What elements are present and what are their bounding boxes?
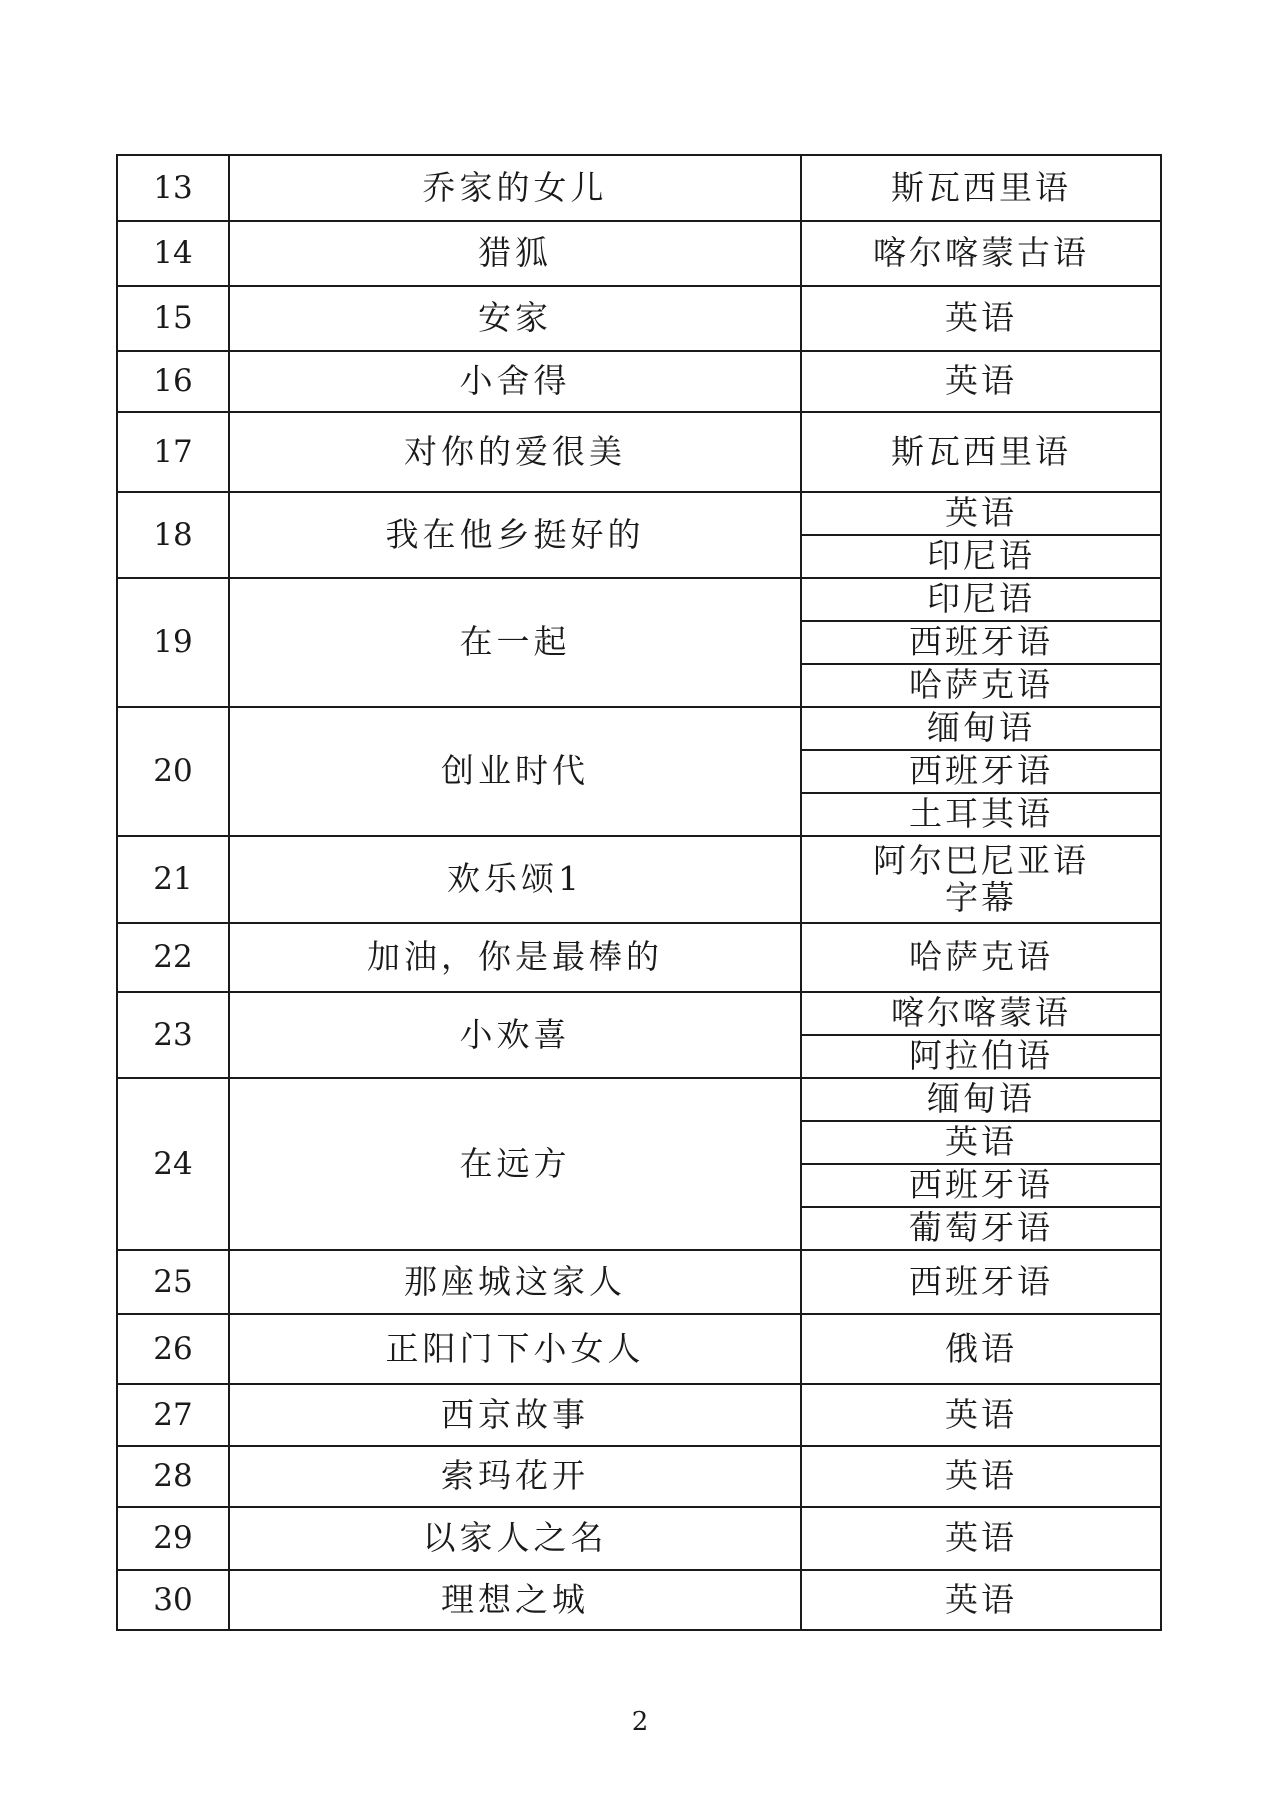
table-row <box>117 221 1161 286</box>
drama-title: 在一起 <box>229 578 801 707</box>
row-number: 30 <box>117 1570 229 1630</box>
table-row <box>117 992 1161 1035</box>
drama-title: 乔家的女儿 <box>229 155 801 221</box>
drama-title: 小欢喜 <box>229 992 801 1078</box>
translation-language: 哈萨克语 <box>801 664 1161 707</box>
row-number: 17 <box>117 412 229 492</box>
row-number: 14 <box>117 221 229 286</box>
table-row <box>117 351 1161 412</box>
page-number: 2 <box>631 1707 649 1737</box>
row-number: 13 <box>117 155 229 221</box>
drama-title: 理想之城 <box>229 1570 801 1630</box>
translation-language: 西班牙语 <box>801 1164 1161 1207</box>
translation-language: 印尼语 <box>801 535 1161 578</box>
table-row <box>117 923 1161 992</box>
translation-language: 缅甸语 <box>801 707 1161 750</box>
row-number: 20 <box>117 707 229 836</box>
drama-title: 那座城这家人 <box>229 1250 801 1314</box>
row-number: 24 <box>117 1078 229 1250</box>
table-row <box>117 1384 1161 1446</box>
drama-title: 欢乐颂1 <box>229 836 801 923</box>
table-row <box>117 1570 1161 1630</box>
translation-language: 缅甸语 <box>801 1078 1161 1121</box>
table-row <box>117 1314 1161 1384</box>
translation-language: 斯瓦西里语 <box>801 155 1161 221</box>
translation-language: 英语 <box>801 286 1161 351</box>
drama-title: 创业时代 <box>229 707 801 836</box>
drama-title: 猎狐 <box>229 221 801 286</box>
drama-title: 对你的爱很美 <box>229 412 801 492</box>
row-number: 25 <box>117 1250 229 1314</box>
translation-language: 葡萄牙语 <box>801 1207 1161 1250</box>
table-row <box>117 707 1161 750</box>
row-number: 28 <box>117 1446 229 1507</box>
row-number: 16 <box>117 351 229 412</box>
row-number: 21 <box>117 836 229 923</box>
translation-language: 英语 <box>801 1384 1161 1446</box>
table-row <box>117 1507 1161 1570</box>
table-row <box>117 1446 1161 1507</box>
translation-language: 英语 <box>801 1121 1161 1164</box>
row-number: 29 <box>117 1507 229 1570</box>
drama-title: 小舍得 <box>229 351 801 412</box>
translation-language: 阿尔巴尼亚语 字幕 <box>801 836 1161 923</box>
row-number: 22 <box>117 923 229 992</box>
translation-language: 英语 <box>801 1570 1161 1630</box>
table-row <box>117 578 1161 621</box>
table-row <box>117 286 1161 351</box>
drama-title: 安家 <box>229 286 801 351</box>
translation-language: 俄语 <box>801 1314 1161 1384</box>
translation-language: 西班牙语 <box>801 621 1161 664</box>
drama-title: 西京故事 <box>229 1384 801 1446</box>
row-number: 23 <box>117 992 229 1078</box>
row-number: 15 <box>117 286 229 351</box>
translation-language: 英语 <box>801 1507 1161 1570</box>
translation-language: 哈萨克语 <box>801 923 1161 992</box>
translation-language: 英语 <box>801 351 1161 412</box>
drama-title: 我在他乡挺好的 <box>229 492 801 578</box>
row-number: 27 <box>117 1384 229 1446</box>
translation-language: 阿拉伯语 <box>801 1035 1161 1078</box>
table-row <box>117 155 1161 221</box>
table-row <box>117 1078 1161 1121</box>
drama-title: 加油，你是最棒的 <box>229 923 801 992</box>
table-row <box>117 492 1161 535</box>
row-number: 26 <box>117 1314 229 1384</box>
translation-language: 西班牙语 <box>801 1250 1161 1314</box>
translation-language: 英语 <box>801 1446 1161 1507</box>
row-number: 18 <box>117 492 229 578</box>
translation-language: 英语 <box>801 492 1161 535</box>
translation-language: 印尼语 <box>801 578 1161 621</box>
table-row <box>117 1250 1161 1314</box>
translation-language: 土耳其语 <box>801 793 1161 836</box>
translation-language: 喀尔喀蒙语 <box>801 992 1161 1035</box>
table-row <box>117 412 1161 492</box>
translation-language: 喀尔喀蒙古语 <box>801 221 1161 286</box>
translation-language: 斯瓦西里语 <box>801 412 1161 492</box>
table-body <box>117 155 1161 1630</box>
row-number: 19 <box>117 578 229 707</box>
drama-title: 索玛花开 <box>229 1446 801 1507</box>
translation-language: 西班牙语 <box>801 750 1161 793</box>
drama-language-table <box>116 154 1162 1631</box>
table-row <box>117 836 1161 923</box>
drama-title: 在远方 <box>229 1078 801 1250</box>
drama-title: 以家人之名 <box>229 1507 801 1570</box>
drama-title: 正阳门下小女人 <box>229 1314 801 1384</box>
